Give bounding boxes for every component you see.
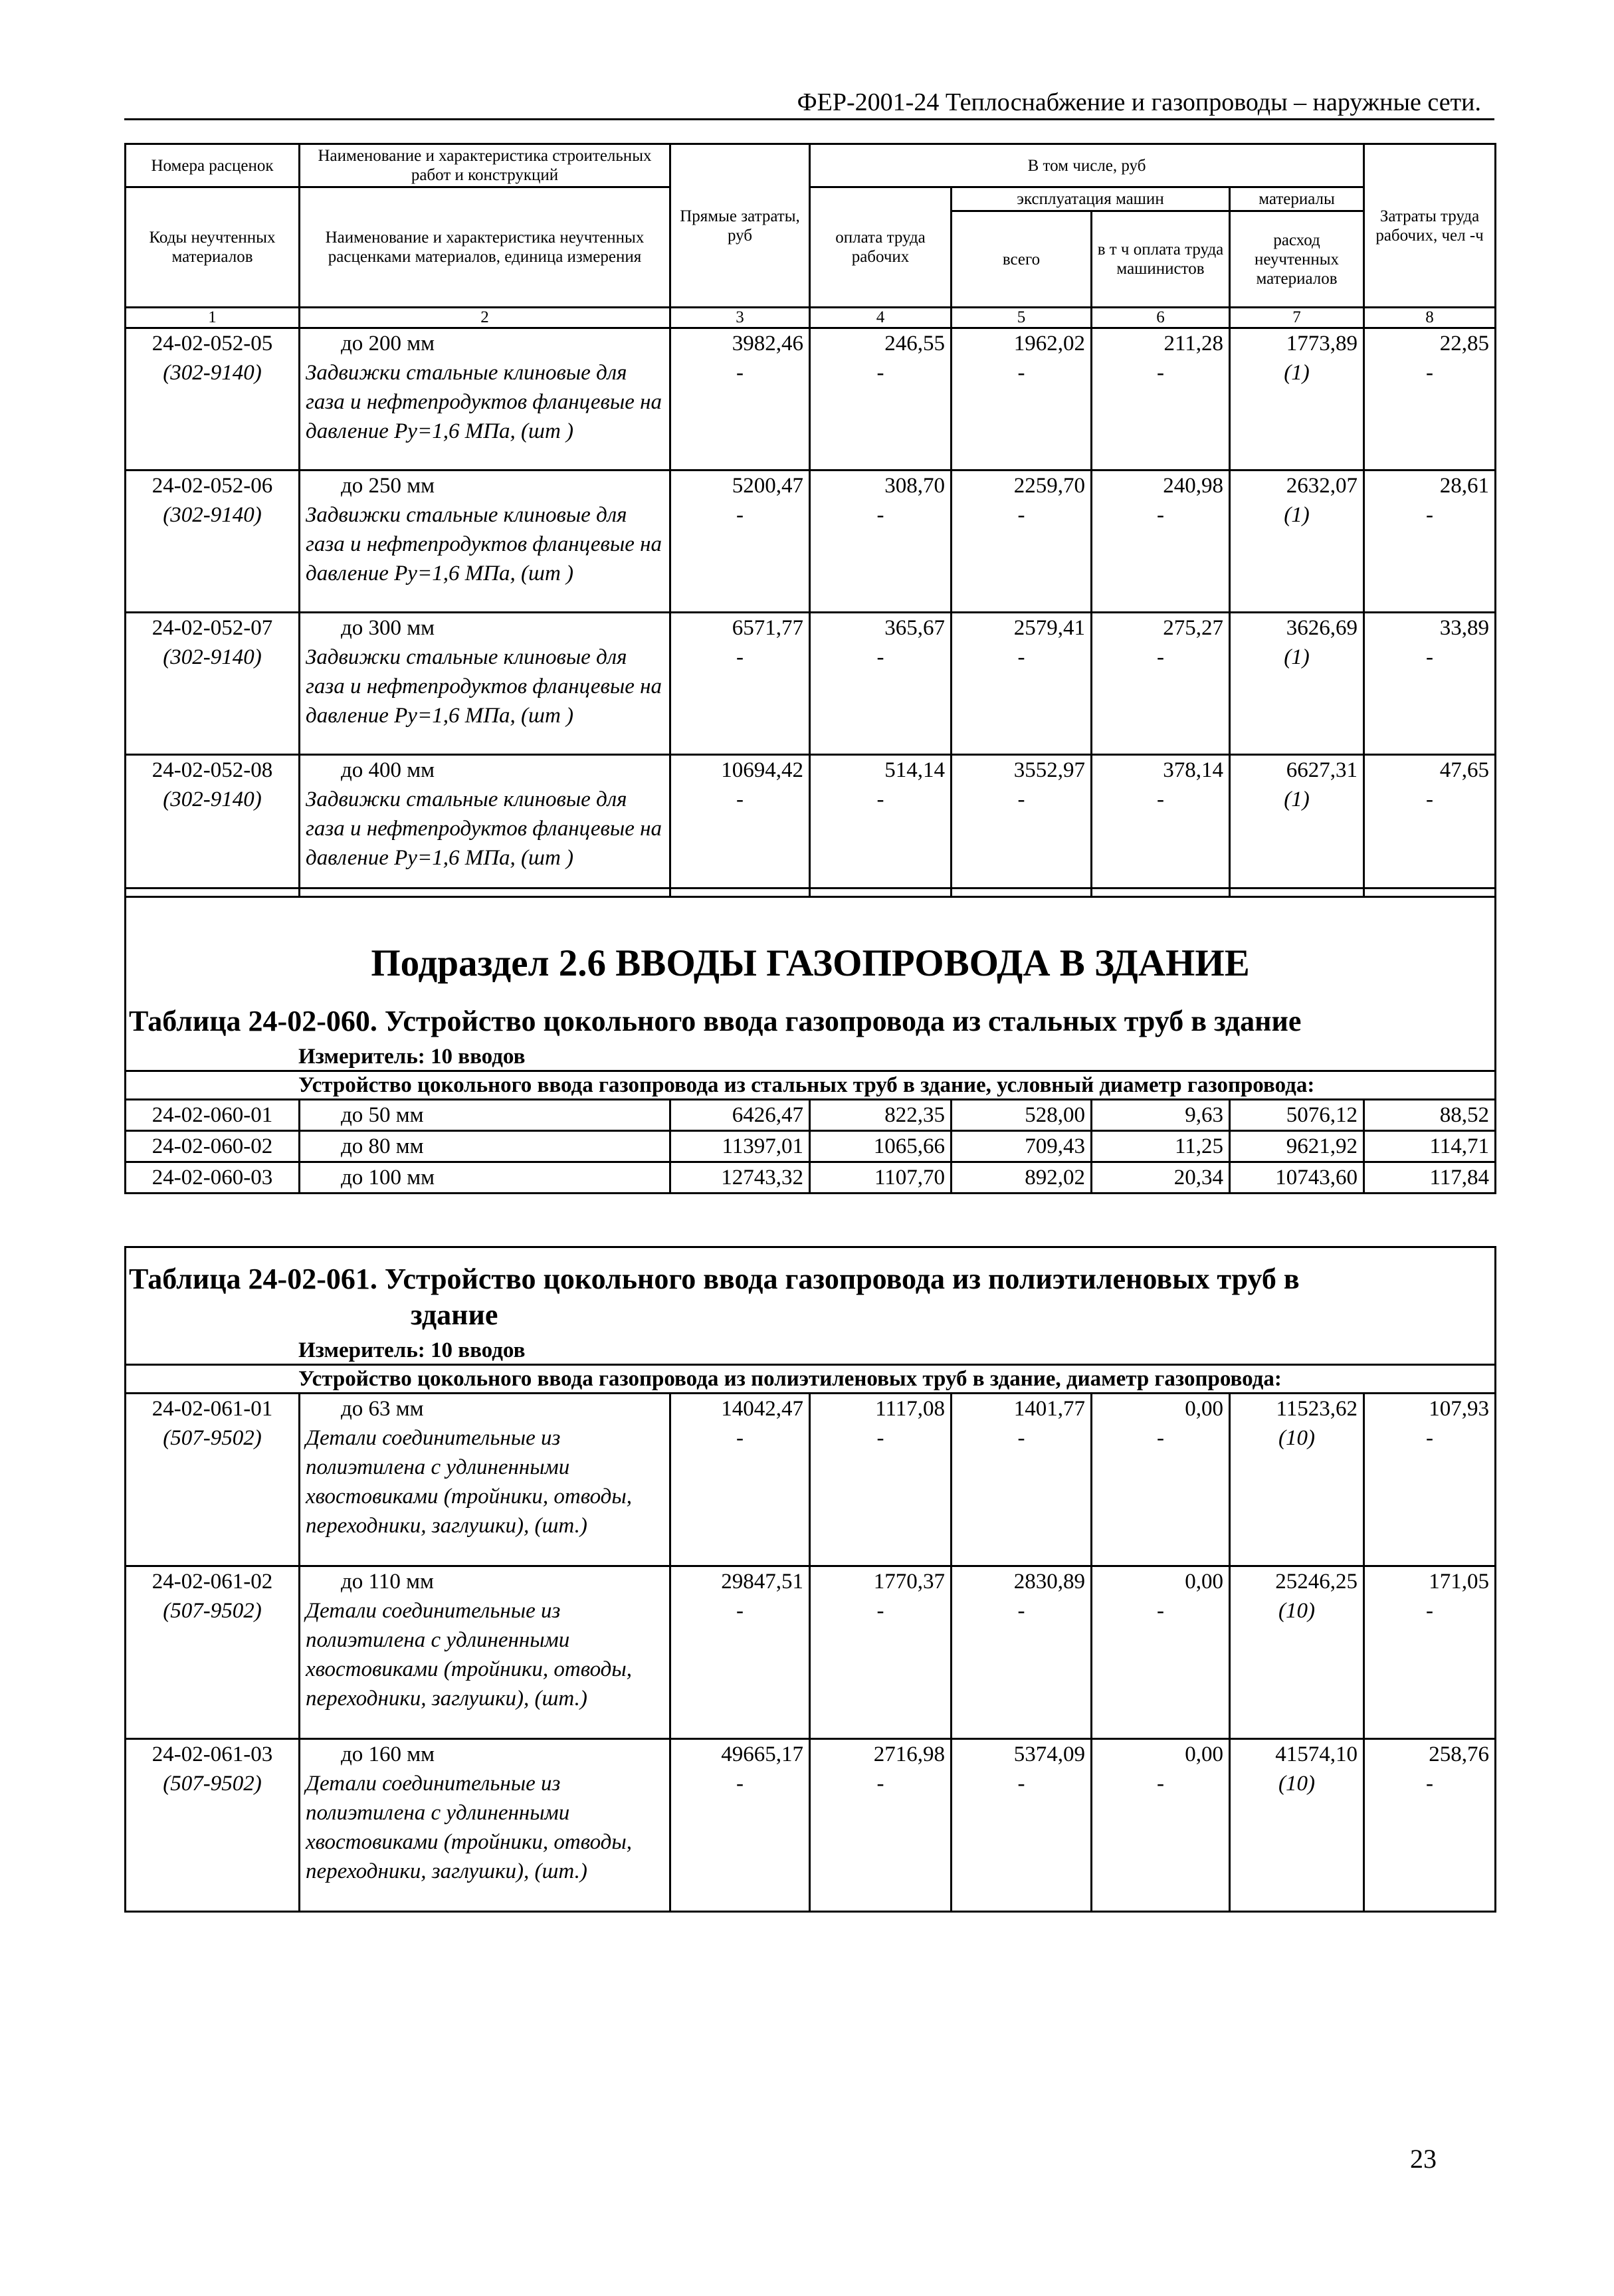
materials-qty: (1): [1284, 787, 1310, 811]
labor-cost: 308,70: [884, 474, 945, 498]
header-col5: всего: [952, 211, 1092, 308]
direct-cost: 5200,47: [732, 474, 803, 498]
col-number: 6: [1092, 308, 1230, 328]
dash: -: [1157, 361, 1164, 385]
header-machines: эксплуатация машин: [952, 187, 1230, 211]
table-061-title-line2: здание: [411, 1299, 498, 1331]
labor-hours: 47,65: [1439, 758, 1490, 782]
header-col7: расход неучтенных материалов: [1230, 211, 1364, 308]
material-desc: Детали соединительные из полиэтилена с удлиненными хвостовиками (тройники, отводы, переходники, заглушки), (шт.): [306, 1426, 632, 1538]
machine-cost: 5374,09: [1013, 1742, 1085, 1766]
header-col2-bottom: Наименование и характеристика неучтенных расценками материалов, единица измерения: [300, 187, 670, 308]
header-materials: материалы: [1230, 187, 1364, 211]
work-name: до 63 мм: [341, 1397, 424, 1421]
dash: -: [1017, 645, 1025, 669]
dash: -: [1426, 1426, 1434, 1450]
header-col6: в т ч оплата труда машинистов: [1092, 211, 1230, 308]
material-code: (507-9502): [163, 1772, 262, 1796]
dash: -: [1426, 1599, 1434, 1623]
material-code: (302-9140): [163, 503, 262, 527]
direct-cost: 29847,51: [721, 1570, 803, 1594]
material-code: (302-9140): [163, 787, 262, 811]
machine-labor-cost: 20,34: [1092, 1162, 1230, 1194]
dash: -: [736, 503, 744, 527]
materials-cost: 25246,25: [1275, 1570, 1358, 1594]
machine-cost: 1962,02: [1013, 332, 1085, 356]
section-title: Подраздел 2.6 ВВОДЫ ГАЗОПРОВОДА В ЗДАНИЕ: [126, 888, 1496, 991]
materials-qty: (10): [1278, 1599, 1315, 1623]
materials-cost: 3626,69: [1286, 616, 1358, 640]
dash: -: [1017, 503, 1025, 527]
dash: -: [1426, 645, 1434, 669]
dash: -: [736, 1599, 744, 1623]
dash: -: [876, 503, 884, 527]
rates-table: [124, 143, 1496, 898]
header-col1-top: Номера расценок: [126, 144, 300, 187]
labor-hours: 33,89: [1439, 616, 1490, 640]
dash: -: [876, 1772, 884, 1796]
material-desc: Детали соединительные из полиэтилена с удлиненными хвостовиками (тройники, отводы, переходники, заглушки), (шт.): [306, 1599, 632, 1711]
work-name: до 110 мм: [341, 1570, 434, 1594]
labor-hours: 114,71: [1364, 1131, 1496, 1162]
dash: -: [876, 1599, 884, 1623]
header-col3: Прямые затраты, руб: [670, 144, 810, 308]
machine-labor-cost: 0,00: [1185, 1570, 1223, 1594]
machine-labor-cost: 275,27: [1163, 616, 1223, 640]
table-row: [126, 1394, 1496, 1566]
machine-cost: 528,00: [952, 1100, 1092, 1131]
direct-cost: 3982,46: [732, 332, 803, 356]
material-desc: Задвижки стальные клиновые для газа и нефтепродуктов фланцевые на давление Ру=1,6 МПа, (шт ): [306, 645, 662, 728]
col-number: 5: [952, 308, 1092, 328]
materials-qty: (1): [1284, 503, 1310, 527]
direct-cost: 11397,01: [670, 1131, 810, 1162]
machine-cost: 709,43: [952, 1131, 1092, 1162]
rate-code: 24-02-060-03: [126, 1162, 300, 1194]
machine-cost: 2579,41: [1013, 616, 1085, 640]
materials-qty: (1): [1284, 645, 1310, 669]
dash: -: [736, 787, 744, 811]
materials-cost: 41574,10: [1275, 1742, 1358, 1766]
dash: -: [1157, 1772, 1164, 1796]
labor-cost: 1107,70: [810, 1162, 952, 1194]
dash: -: [876, 1426, 884, 1450]
col-number: 2: [300, 308, 670, 328]
table-row: [126, 1100, 1496, 1131]
dash: -: [1157, 1426, 1164, 1450]
labor-cost: 246,55: [884, 332, 945, 356]
dash: -: [1426, 361, 1434, 385]
materials-cost: 10743,60: [1230, 1162, 1364, 1194]
header-col1-bottom: Коды неучтенных материалов: [126, 187, 300, 308]
dash: -: [1426, 787, 1434, 811]
materials-qty: (10): [1278, 1772, 1315, 1796]
dash: -: [1157, 503, 1164, 527]
dash: -: [1017, 787, 1025, 811]
header-title: ФЕР-2001-24 Теплоснабжение и газопроводы – наружные сети.: [797, 88, 1481, 116]
rate-code: 24-02-061-02: [151, 1570, 273, 1594]
labor-hours: 22,85: [1439, 332, 1490, 356]
work-name: до 160 мм: [341, 1742, 435, 1766]
direct-cost: 10694,42: [721, 758, 803, 782]
labor-hours: 258,76: [1429, 1742, 1490, 1766]
rate-code: 24-02-052-05: [151, 332, 273, 356]
col-number: 8: [1364, 308, 1496, 328]
labor-cost: 365,67: [884, 616, 945, 640]
table-row: [126, 1162, 1496, 1194]
table-row: [126, 470, 1496, 613]
materials-cost: 2632,07: [1286, 474, 1358, 498]
material-code: (302-9140): [163, 645, 262, 669]
table-060-measure: Измеритель: 10 вводов: [126, 1043, 1496, 1071]
dash: -: [1157, 1599, 1164, 1623]
machine-cost: 3552,97: [1013, 758, 1085, 782]
rate-code: 24-02-061-01: [151, 1397, 273, 1421]
rate-code: 24-02-060-02: [126, 1131, 300, 1162]
dash: -: [1157, 645, 1164, 669]
page-number: 23: [1410, 2144, 1437, 2174]
labor-hours: 88,52: [1364, 1100, 1496, 1131]
col-number: 3: [670, 308, 810, 328]
dash: -: [1017, 1772, 1025, 1796]
col-number: 7: [1230, 308, 1364, 328]
dash: -: [736, 1426, 744, 1450]
page-header: [124, 86, 1494, 120]
materials-cost: 11523,62: [1276, 1397, 1358, 1421]
table-060-subheader: Устройство цокольного ввода газопровода из стальных труб в здание, условный диаметр газопровода:: [126, 1071, 1496, 1100]
material-desc: Детали соединительные из полиэтилена с удлиненными хвостовиками (тройники, отводы, переходники, заглушки), (шт.): [306, 1772, 632, 1883]
table-061-title: [126, 1247, 1496, 1338]
machine-labor-cost: 240,98: [1163, 474, 1223, 498]
machine-labor-cost: 0,00: [1185, 1397, 1223, 1421]
labor-hours: 107,93: [1429, 1397, 1490, 1421]
labor-cost: 1065,66: [810, 1131, 952, 1162]
direct-cost: 49665,17: [721, 1742, 803, 1766]
col-number: 1: [126, 308, 300, 328]
direct-cost: 14042,47: [721, 1397, 803, 1421]
materials-qty: (1): [1284, 361, 1310, 385]
table-061-title-line1: Таблица 24-02-061. Устройство цокольного ввода газопровода из полиэтиленовых труб в: [129, 1263, 1300, 1295]
labor-cost: 2716,98: [873, 1742, 945, 1766]
machine-cost: 2259,70: [1013, 474, 1085, 498]
dash: -: [876, 645, 884, 669]
work-name: до 100 мм: [300, 1162, 670, 1194]
material-desc: Задвижки стальные клиновые для газа и нефтепродуктов фланцевые на давление Ру=1,6 МПа, (шт ): [306, 503, 662, 585]
header-col4: оплата труда рабочих: [810, 187, 952, 308]
table-060-title: Таблица 24-02-060. Устройство цокольного ввода газопровода из стальных труб в здание: [126, 990, 1496, 1043]
labor-hours: 171,05: [1429, 1570, 1490, 1594]
dash: -: [736, 361, 744, 385]
machine-cost: 1401,77: [1013, 1397, 1085, 1421]
work-name: до 250 мм: [341, 474, 435, 498]
dash: -: [1017, 1599, 1025, 1623]
dash: -: [1157, 787, 1164, 811]
rate-code: 24-02-052-06: [151, 474, 273, 498]
work-name: до 80 мм: [300, 1131, 670, 1162]
table-row: [126, 1739, 1496, 1912]
header-incl: В том числе, руб: [810, 144, 1364, 187]
table-row: [126, 1131, 1496, 1162]
table-row: [126, 755, 1496, 897]
material-desc: Задвижки стальные клиновые для газа и нефтепродуктов фланцевые на давление Ру=1,6 МПа, (шт ): [306, 787, 662, 870]
material-code: (302-9140): [163, 361, 262, 385]
table-row: [126, 613, 1496, 755]
dash: -: [736, 1772, 744, 1796]
labor-cost: 822,35: [810, 1100, 952, 1131]
materials-cost: 1773,89: [1286, 332, 1358, 356]
rate-code: 24-02-052-08: [151, 758, 273, 782]
direct-cost: 6426,47: [670, 1100, 810, 1131]
material-code: (507-9502): [163, 1599, 262, 1623]
header-col8: Затраты труда рабочих, чел -ч: [1364, 144, 1496, 308]
materials-qty: (10): [1278, 1426, 1315, 1450]
dash: -: [876, 787, 884, 811]
work-name: до 50 мм: [300, 1100, 670, 1131]
material-code: (507-9502): [163, 1426, 262, 1450]
machine-labor-cost: 9,63: [1092, 1100, 1230, 1131]
labor-hours: 117,84: [1364, 1162, 1496, 1194]
machine-labor-cost: 378,14: [1163, 758, 1223, 782]
machine-labor-cost: 11,25: [1092, 1131, 1230, 1162]
machine-labor-cost: 0,00: [1185, 1742, 1223, 1766]
direct-cost: 12743,32: [670, 1162, 810, 1194]
labor-hours: 28,61: [1439, 474, 1490, 498]
rate-code: 24-02-060-01: [126, 1100, 300, 1131]
work-name: до 300 мм: [341, 616, 435, 640]
materials-cost: 5076,12: [1230, 1100, 1364, 1131]
materials-cost: 6627,31: [1286, 758, 1358, 782]
rate-code: 24-02-061-03: [151, 1742, 273, 1766]
rate-code: 24-02-052-07: [151, 616, 273, 640]
dash: -: [1017, 361, 1025, 385]
dash: -: [1426, 1772, 1434, 1796]
labor-cost: 514,14: [884, 758, 945, 782]
direct-cost: 6571,77: [732, 616, 803, 640]
dash: -: [736, 645, 744, 669]
table-061-measure: Измеритель: 10 вводов: [126, 1337, 1496, 1365]
labor-cost: 1770,37: [873, 1570, 945, 1594]
material-desc: Задвижки стальные клиновые для газа и нефтепродуктов фланцевые на давление Ру=1,6 МПа, (шт ): [306, 361, 662, 443]
machine-cost: 2830,89: [1013, 1570, 1085, 1594]
spacer: [126, 1194, 1496, 1247]
header-col2-top: Наименование и характеристика строительных работ и конструкций: [300, 144, 670, 187]
materials-cost: 9621,92: [1230, 1131, 1364, 1162]
table-061-subheader: Устройство цокольного ввода газопровода из полиэтиленовых труб в здание, диаметр газопровода:: [126, 1365, 1496, 1394]
dash: -: [1017, 1426, 1025, 1450]
section-table: [124, 887, 1496, 1913]
dash: -: [876, 361, 884, 385]
col-number: 4: [810, 308, 952, 328]
machine-labor-cost: 211,28: [1163, 332, 1223, 356]
work-name: до 400 мм: [341, 758, 435, 782]
table-row: [126, 328, 1496, 470]
work-name: до 200 мм: [341, 332, 435, 356]
table-row: [126, 1566, 1496, 1739]
machine-cost: 892,02: [952, 1162, 1092, 1194]
labor-cost: 1117,08: [875, 1397, 945, 1421]
dash: -: [1426, 503, 1434, 527]
